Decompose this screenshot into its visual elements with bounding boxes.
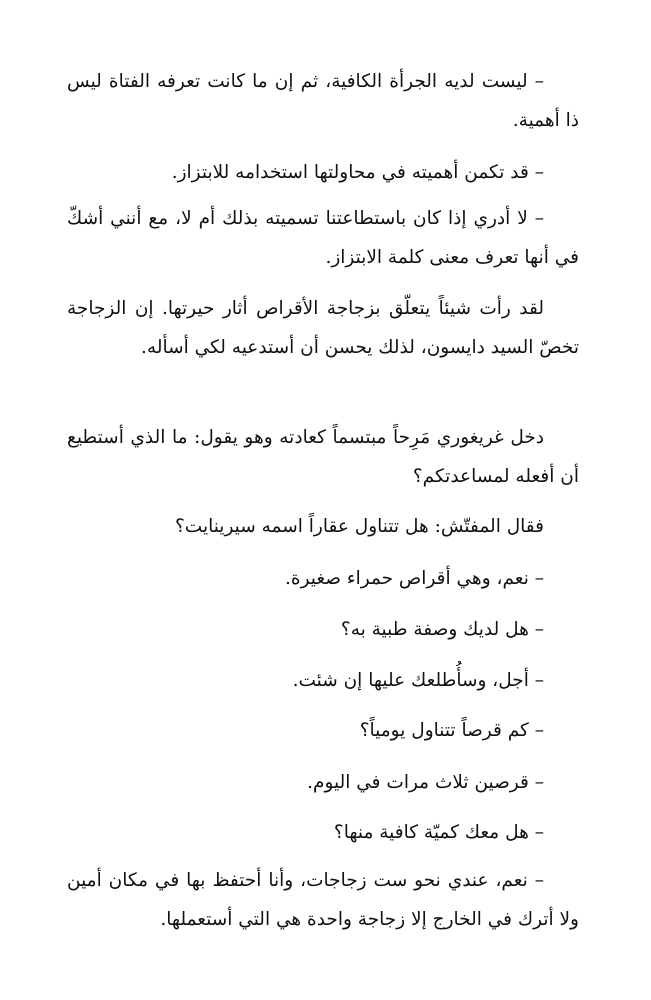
paragraph-dialogue-3: – لا أدري إذا كان باستطاعتنا تسميته بذلك أم لا، مع أنني أشكّ في أنها تعرف معنى كلمة الابتزاز. (67, 208, 579, 268)
paragraph-dialogue-9: – هل معك كميّة كافية منها؟ (333, 822, 544, 843)
paragraph-dialogue-8: – قرصين ثلاث مرات في اليوم. (307, 772, 544, 793)
paragraph-dialogue-7: – كم قرصاً تتناول يومياً؟ (359, 720, 544, 741)
paragraph-dialogue-4: – نعم، وهي أقراص حمراء صغيرة. (285, 568, 544, 589)
paragraph-inspector-question: فقال المفتّش: هل تتناول عقاراً اسمه سيرينايت؟ (174, 516, 544, 537)
paragraph-narration-2: دخل غريغوري مَرِحاً مبتسماً كعادته وهو يقول: ما الذي أستطيع أن أفعله لمساعدتكم؟ (67, 427, 579, 487)
paragraph-dialogue-10: – نعم، عندي نحو ست زجاجات، وأنا أحتفظ بها في مكان أمين ولا أترك في الخارج إلا زجاجة واحدة هي التي أستعملها. (67, 870, 579, 930)
paragraph-narration-1: لقد رأت شيئاً يتعلّق بزجاجة الأقراص أثار حيرتها. إن الزجاجة تخصّ السيد دايسون، لذلك يحسن أن أستدعيه لكي أسأله. (67, 298, 579, 358)
paragraph-dialogue-6: – أجل، وسأُطلعك عليها إن شئت. (292, 670, 544, 691)
paragraph-dialogue-1: – ليست لديه الجرأة الكافية، ثم إن ما كانت تعرفه الفتاة ليس ذا أهمية. (67, 71, 579, 131)
paragraph-dialogue-5: – هل لديك وصفة طبية به؟ (340, 619, 544, 640)
paragraph-dialogue-2: – قد تكمن أهميته في محاولتها استخدامه للابتزاز. (171, 162, 544, 183)
